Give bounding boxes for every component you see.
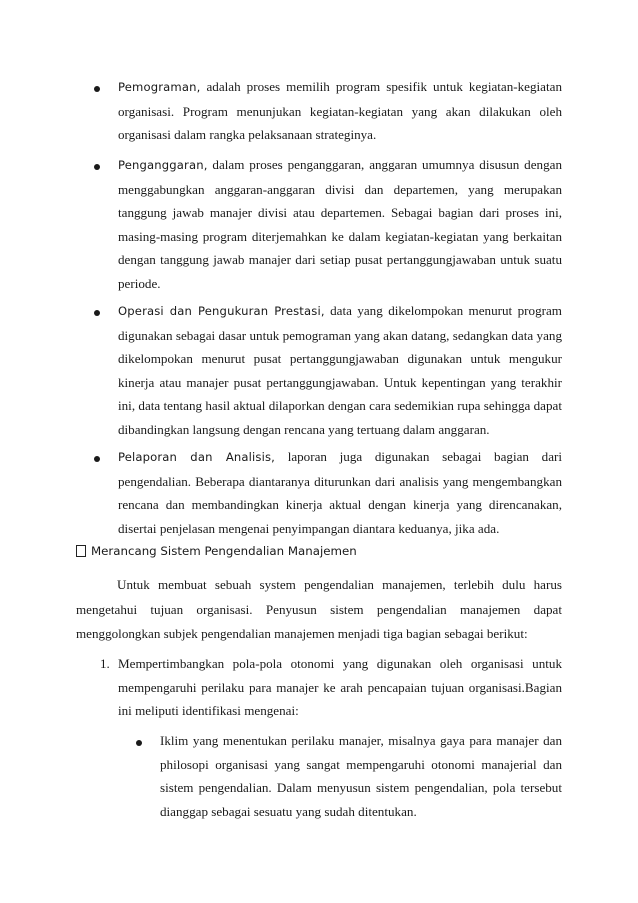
section-heading: Merancang Sistem Pengendalian Manajemen: [91, 544, 357, 558]
bullet-marker: [94, 164, 100, 170]
bullet-marker: [94, 456, 100, 462]
bullet-operasi: [118, 299, 562, 441]
numbered-item: [118, 652, 562, 723]
sub-bullet-marker: [136, 740, 142, 746]
bullet-term: Penganggaran,: [118, 158, 208, 172]
bullet-term: Pemograman,: [118, 80, 201, 94]
sub-bullet-item: [160, 729, 562, 823]
bullet-term: Operasi dan Pengukuran Prestasi,: [118, 304, 325, 318]
bullet-text: dalam proses penganggaran, anggaran umumnya disusun dengan menggabungkan anggaran-anggaran divisi dan departemen, yang merupakan tanggung jawab manajer divisi atau departemen. Sebagai bagian dari proses ini, masing-masing program diterjemahkan ke dalam kegiatan-kegiatan yang berkaitan dengan tanggung jawab manajer dari setiap pusat pertanggungjawaban untuk suatu periode.: [118, 157, 562, 291]
bullet-marker: [94, 310, 100, 316]
bullet-text: laporan juga digunakan sebagai bagian dari pengendalian. Beberapa diantaranya diturunkan dari analisis yang mengembangkan rencana dan membandingkan kinerja aktual dengan kinerja yang direncanakan, disertai penjelasan mengenai penyimpangan diantara keduanya, jika ada.: [118, 449, 563, 536]
sub-bullet-text: Iklim yang menentukan perilaku manajer, misalnya gaya para manajer dan philosopi organisasi yang sangat mempengaruhi otonomi manajerial dan sistem pengendalian. Dalam menyusun sistem pengendalian, pola tersebut dianggap sebagai sesuatu yang sudah ditentukan.: [160, 733, 562, 819]
numbered-item-text: Mempertimbangkan pola-pola otonomi yang digunakan oleh organisasi untuk mempengaruhi perilaku para manajer ke arah pencapaian tujuan organisasi.Bagian ini meliputi identifikasi mengenai:: [118, 656, 562, 718]
list-number: 1.: [100, 656, 110, 671]
checkbox-square-icon: [76, 545, 86, 557]
bullet-penganggaran: [118, 153, 562, 295]
bullet-text: data yang dikelompokan menurut program digunakan sebagai dasar untuk pemograman yang akan datang, sedangkan data yang dikelompokan menurut pusat pertanggungjawaban digunakan untuk mengukur kinerja atau manajer pusat pertanggungjawaban. Untuk kepentingan yang terakhir ini, data tentang hasil aktual dilaporkan dengan cara sedemikian rupa sehingga dapat dibandingkan langsung dengan rencana yang tertuang dalam anggaran.: [118, 303, 562, 437]
bullet-term: Pelaporan dan Analisis,: [118, 450, 275, 464]
bullet-pelaporan: [118, 445, 562, 540]
bullet-marker: [94, 86, 100, 92]
intro-text: Untuk membuat sebuah system pengendalian manajemen, terlebih dulu harus mengetahui tujuan organisasi. Penyusun sistem pengendalian manajemen dapat menggolongkan subjek pengendalian manajemen menjadi tiga bagian sebagai berikut:: [76, 577, 562, 641]
bullet-text: adalah proses memilih program spesifik untuk kegiatan-kegiatan organisasi. Program menunjukan kegiatan-kegiatan yang akan dilakukan oleh organisasi dalam rangka pelaksanaan strateginya.: [118, 79, 562, 142]
intro-paragraph: [76, 573, 562, 647]
bullet-pemograman: [118, 75, 562, 147]
